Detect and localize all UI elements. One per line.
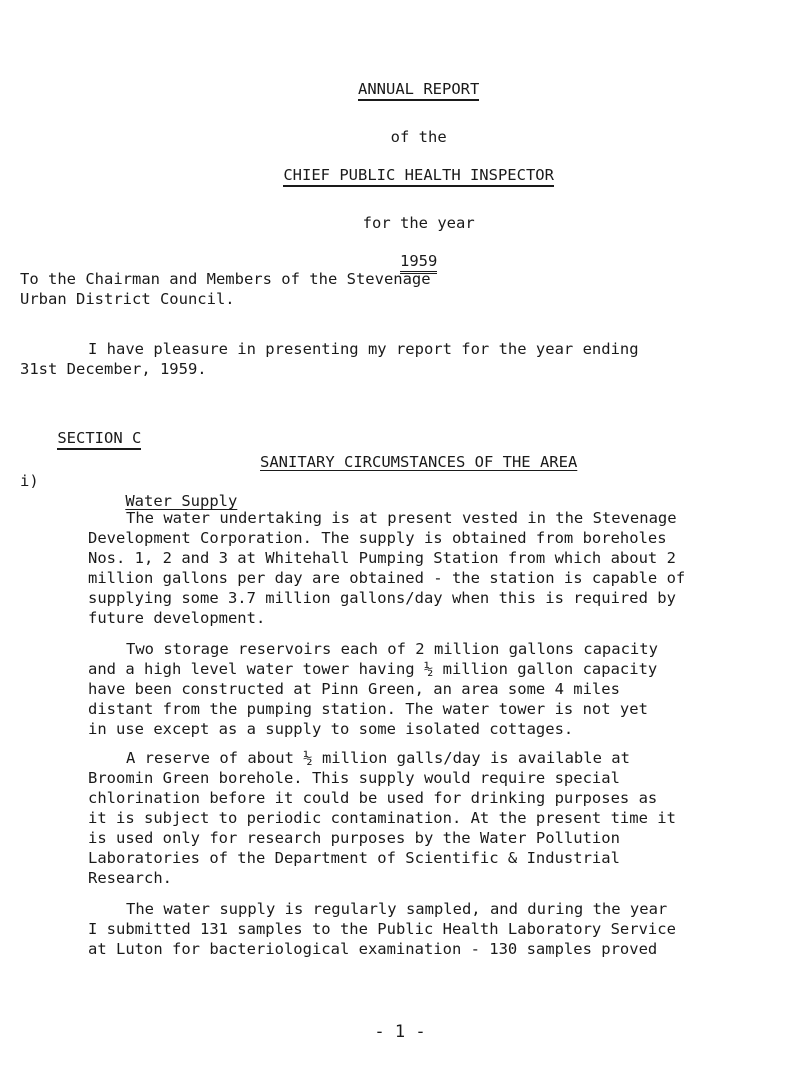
p1-line: Nos. 1, 2 and 3 at Whitehall Pumping Station from which about 2 (88, 549, 676, 567)
page-number: - 1 - (374, 1022, 426, 1042)
p2-line: distant from the pumping station. The water tower is not yet (88, 700, 648, 718)
address-line-1: To the Chairman and Members of the Stevenage (20, 270, 431, 288)
p4-line: at Luton for bacteriological examination - 130 samples proved (88, 940, 658, 958)
p2-line: in use except as a supply to some isolated cottages. (88, 720, 574, 738)
p3-line: A reserve of about ½ million galls/day is available at (126, 749, 630, 767)
p1-line: supplying some 3.7 million gallons/day when this is required by (88, 589, 676, 607)
paragraph-2 (88, 639, 748, 739)
p2-line: Two storage reservoirs each of 2 million gallons capacity (126, 640, 658, 658)
report-year: 1959 (400, 252, 437, 274)
of-the-text: of the (390, 128, 447, 146)
paragraph-4 (88, 899, 748, 959)
section-subheading: SANITARY CIRCUMSTANCES OF THE AREA (260, 453, 578, 471)
p1-line: future development. (88, 609, 266, 627)
p3-line: is used only for research purposes by the Water Pollution (88, 829, 620, 847)
p1-line: The water undertaking is at present vested in the Stevenage (126, 509, 677, 527)
inspector-title: CHIEF PUBLIC HEALTH INSPECTOR (283, 166, 554, 187)
p3-line: Broomin Green borehole. This supply would require special (88, 769, 620, 787)
item-title: Water Supply (125, 492, 238, 510)
p3-line: Laboratories of the Department of Scientific & Industrial (88, 849, 620, 867)
p2-line: and a high level water tower having ½ million gallon capacity (88, 660, 658, 678)
p2-line: have been constructed at Pinn Green, an area some 4 miles (88, 680, 620, 698)
paragraph-1 (88, 508, 748, 628)
paragraph-3 (88, 748, 748, 888)
p1-line: million gallons per day are obtained - the station is capable of (88, 569, 686, 587)
item-number: i) (20, 472, 39, 490)
p1-line: Development Corporation. The supply is obtained from boreholes (88, 529, 667, 547)
intro-line-1: I have pleasure in presenting my report for the year ending (88, 340, 639, 358)
intro-line-2: 31st December, 1959. (20, 360, 207, 378)
section-heading: SECTION C (57, 429, 141, 450)
for-the-year-text: for the year (362, 214, 475, 232)
p4-line: The water supply is regularly sampled, and during the year (126, 900, 668, 918)
address-line-2: Urban District Council. (20, 290, 235, 308)
title-block (0, 62, 800, 116)
p3-line: chlorination before it could be used for drinking purposes as (88, 789, 658, 807)
inspector-line (0, 148, 800, 202)
p4-line: I submitted 131 samples to the Public Health Laboratory Service (88, 920, 676, 938)
p3-line: Research. (88, 869, 172, 887)
report-title: ANNUAL REPORT (358, 80, 479, 101)
p3-line: it is subject to periodic contamination. At the present time it (88, 809, 676, 827)
